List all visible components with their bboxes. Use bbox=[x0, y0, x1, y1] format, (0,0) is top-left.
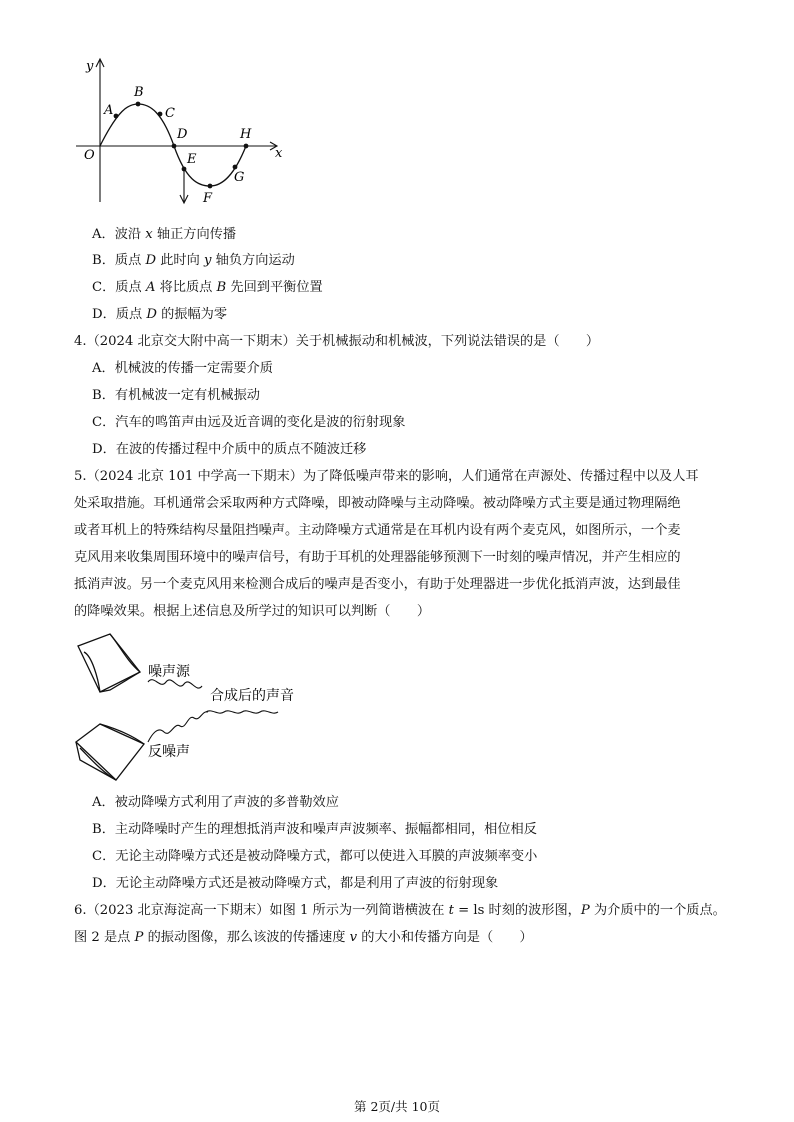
noise-source-speaker bbox=[78, 634, 140, 692]
label-h: H bbox=[240, 127, 252, 142]
q5-option-d: D．无论主动降噪方式还是被动降噪方式，都是利用了声波的衍射现象 bbox=[92, 876, 499, 891]
point-b bbox=[136, 102, 141, 107]
anti-noise-wave bbox=[148, 712, 208, 742]
anti-noise-label: 反噪声 bbox=[148, 744, 190, 760]
q4-stem: 4.（2024 北京交大附中高一下期末）关于机械振动和机械波，下列说法错误的是（ ） bbox=[74, 334, 600, 349]
q3-option-d: D．质点 D 的振幅为零 bbox=[92, 307, 228, 322]
q4-option-d: D．在波的传播过程中介质中的质点不随波迁移 bbox=[92, 442, 367, 457]
q5-stem-line-3: 或者耳机上的特殊结构尽量阻挡噪声。主动降噪方式通常是在耳机内设有两个麦克风，如图所示，一个麦 bbox=[74, 523, 681, 538]
label-f: F bbox=[203, 191, 213, 206]
x-axis-label: x bbox=[275, 146, 283, 161]
noise-cancel-figure bbox=[70, 630, 320, 785]
noise-source-label: 噪声源 bbox=[148, 664, 190, 680]
q5-option-b: B．主动降噪时产生的理想抵消声波和噪声声波频率、振幅都相同，相位相反 bbox=[92, 822, 537, 837]
q6-stem-line-1: 6.（2023 北京海淀高一下期末）如图 1 所示为一列简谐横波在 t = ls 时刻的波形图，P 为介质中的一个质点。 bbox=[74, 903, 726, 918]
q5-option-c: C．无论主动降噪方式还是被动降噪方式，都可以使进入耳膜的声波频率变小 bbox=[92, 849, 538, 864]
q5-stem-line-2: 处采取措施。耳机通常会采取两种方式降噪，即被动降噪与主动降噪。被动降噪方式主要是通过物理隔绝 bbox=[74, 496, 681, 511]
q6-stem-line-2: 图 2 是点 P 的振动图像，那么该波的传播速度 v 的大小和传播方向是（ ） bbox=[74, 930, 533, 945]
q3-option-b: B．质点 D 此时向 y 轴负方向运动 bbox=[92, 253, 295, 268]
q5-option-a: A．被动降噪方式利用了声波的多普勒效应 bbox=[92, 795, 339, 810]
q3-option-c: C．质点 A 将比质点 B 先回到平衡位置 bbox=[92, 280, 323, 295]
q3-option-a: A．波沿 x 轴正方向传播 bbox=[92, 227, 237, 242]
point-a bbox=[114, 114, 119, 119]
combined-wave bbox=[206, 711, 278, 713]
label-g: G bbox=[234, 170, 245, 185]
label-a: A bbox=[104, 103, 114, 118]
q5-stem-line-6: 的降噪效果。根据上述信息及所学过的知识可以判断（ ） bbox=[74, 604, 431, 619]
point-d bbox=[172, 144, 177, 149]
anti-noise-speaker bbox=[76, 724, 144, 780]
q5-stem-line-4: 克风用来收集周围环境中的噪声信号，有助于耳机的处理器能够预测下一时刻的噪声情况，并产生相应的 bbox=[74, 550, 681, 565]
wave-figure bbox=[70, 52, 290, 214]
q4-option-a: A．机械波的传播一定需要介质 bbox=[92, 361, 273, 376]
label-e: E bbox=[187, 152, 197, 167]
point-g bbox=[233, 165, 238, 170]
noise-wave bbox=[148, 680, 202, 688]
q4-option-c: C．汽车的鸣笛声由远及近音调的变化是波的衍射现象 bbox=[92, 415, 406, 430]
page-footer: 第 2页/共 10页 bbox=[353, 1099, 441, 1114]
q4-option-b: B．有机械波一定有机械振动 bbox=[92, 388, 260, 403]
point-f bbox=[208, 184, 213, 189]
q5-stem-line-1: 5.（2024 北京 101 中学高一下期末）为了降低噪声带来的影响，人们通常在声源处、传播过程中以及人耳 bbox=[74, 469, 699, 484]
point-c bbox=[158, 112, 163, 117]
point-h bbox=[244, 144, 249, 149]
label-c: C bbox=[165, 106, 175, 121]
label-b: B bbox=[134, 85, 144, 100]
y-axis-label: y bbox=[86, 59, 94, 74]
q5-stem-line-5: 抵消声波。另一个麦克风用来检测合成后的噪声是否变小，有助于处理器进一步优化抵消声波，达到最佳 bbox=[74, 577, 681, 592]
origin-label: O bbox=[84, 148, 95, 163]
label-d: D bbox=[177, 127, 188, 142]
combined-sound-label: 合成后的声音 bbox=[210, 688, 294, 704]
